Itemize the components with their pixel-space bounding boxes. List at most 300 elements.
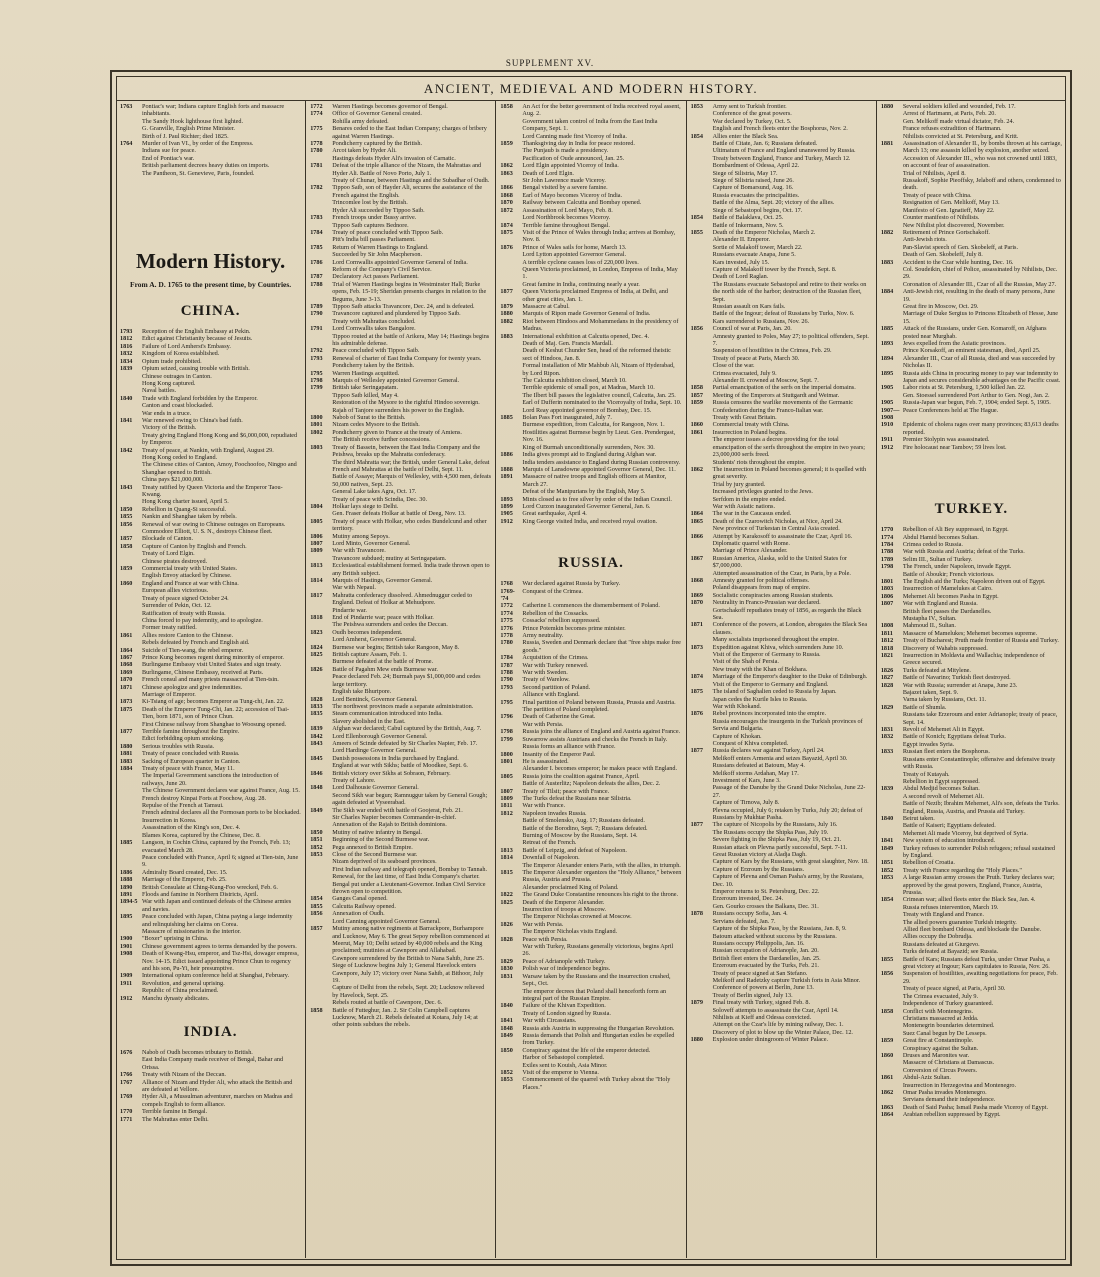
entry-year	[310, 955, 332, 962]
chronology-entry	[881, 630, 1062, 637]
entry-year: 1800	[500, 750, 513, 758]
entry-text: Insurrection in Moldavia and Wallachia; independence of Greece secured.	[902, 652, 1045, 667]
entry-year: 1845	[310, 754, 323, 762]
entry-year: 1772	[310, 103, 323, 110]
entry-text: Lord Cornwallis appointed Governor General of India.	[332, 258, 468, 266]
chronology-entry	[500, 414, 681, 421]
chronology-entry	[500, 496, 681, 503]
entry-text: The Peishwa surrenders and cedes the Deccan.	[332, 621, 448, 629]
entry-text: Turks defeated at Mitylene.	[902, 666, 971, 674]
entry-text: Treaty of Bucharest; Pruth made frontier of Russia and Turkey.	[902, 637, 1059, 645]
chronology-entry	[310, 629, 491, 636]
entry-year	[500, 825, 522, 832]
entry-text: Gen. Fraser defeats Holkar at battle of Deeg, Nov. 13.	[332, 510, 466, 518]
entry-text: Jews expelled from the Asiatic provinces.	[902, 340, 1006, 347]
entry-year	[500, 839, 522, 846]
chronology-entry	[881, 682, 1062, 689]
entry-text: Chinese pirates destroyed.	[142, 557, 208, 565]
entry-year: 1807	[500, 787, 513, 795]
chronology-entry	[691, 392, 872, 399]
entry-year	[881, 778, 903, 785]
entry-year	[691, 177, 713, 184]
chronology-entry	[310, 866, 491, 873]
entry-text: Students' riots throughout the empire.	[712, 458, 806, 466]
entry-year: 1885	[880, 325, 894, 333]
entry-year	[691, 347, 713, 354]
entry-year	[120, 817, 142, 824]
entry-text: War with Japan and continued defeats of the Chinese armies and navies.	[142, 898, 292, 913]
chronology-entry	[120, 550, 301, 557]
chronology-entry	[500, 758, 681, 765]
chronology-entry	[691, 318, 872, 325]
entry-year: 1881	[120, 750, 133, 758]
chronology-entry	[691, 436, 872, 458]
entry-year	[881, 741, 903, 748]
entry-year: 1885	[120, 839, 133, 847]
chronology-entry	[120, 140, 301, 147]
chronology-entry	[881, 911, 1062, 918]
entry-text: Queen Victoria proclaimed, in London, Empress of India, May 1.	[522, 265, 678, 281]
entry-year	[120, 824, 142, 831]
entry-text: Russians take Erzeroum and enter Adrianople; treaty of peace, Sept. 14.	[902, 711, 1058, 726]
entry-text: Arcot taken by Hyder Ali.	[332, 147, 397, 155]
chronology-entry	[881, 785, 1062, 792]
entry-text: Melikoff storms Ardahan, May 17.	[712, 769, 799, 777]
chronology-entry	[120, 103, 301, 118]
entry-year	[691, 844, 713, 851]
chronology-entry	[120, 162, 301, 169]
entry-text: War with Turkey renewed.	[522, 661, 589, 669]
chronology-entry	[310, 207, 491, 214]
chronology-entry	[691, 429, 872, 436]
chronology-entry	[120, 772, 301, 787]
entry-text: Lord Canning made first Viceroy of India.	[522, 132, 627, 140]
entry-text: Tippoo routed at the battle of Arikera, May 14; Hastings begins his admirable defense.	[332, 332, 490, 347]
entry-year: 1881	[880, 140, 894, 148]
entry-text: Battle of Inkermann, Nov. 5.	[712, 221, 784, 229]
chronology-entry	[881, 155, 1062, 170]
entry-text: British fleet passes the Dardanelles.	[902, 607, 992, 615]
chronology-entry	[500, 1032, 681, 1047]
entry-year: 1816	[120, 342, 133, 350]
chronology-entry	[120, 328, 301, 335]
chronology-entry	[881, 340, 1062, 347]
entry-text: Alexander proclaimed King of Poland.	[522, 883, 619, 891]
entry-year: 1828	[310, 695, 323, 703]
chronology-entry	[120, 698, 301, 705]
chronology-entry	[500, 580, 681, 587]
entry-year: 1854	[690, 214, 703, 222]
chronology-entry	[120, 884, 301, 891]
entry-text: Renewal of war owing to Chinese outrages on Europeans.	[142, 520, 286, 528]
chronology-entry	[120, 1079, 301, 1094]
chronology-entry	[691, 399, 872, 414]
entry-year: 1854	[690, 132, 703, 140]
entry-year	[691, 155, 713, 162]
entry-year: 1852	[880, 866, 894, 874]
chronology-entry	[691, 999, 872, 1006]
chronology-entry	[310, 784, 491, 791]
entry-year: 1870	[120, 676, 133, 684]
entry-year	[881, 756, 903, 771]
chronology-entry	[310, 384, 491, 391]
chronology-entry	[120, 839, 301, 854]
entry-text: Steam communication introduced into India.	[332, 710, 443, 718]
chronology-entry	[310, 377, 491, 384]
entry-year	[120, 587, 142, 594]
entry-year: 1787	[310, 273, 323, 281]
chronology-entry	[500, 347, 681, 362]
chronology-entry	[881, 1037, 1062, 1044]
chronology-entry	[691, 1007, 872, 1014]
chronology-entry	[881, 125, 1062, 132]
entry-year	[120, 602, 142, 609]
chronology-entry	[691, 844, 872, 851]
entry-year	[691, 666, 713, 673]
entry-year: 1796	[500, 713, 513, 721]
entry-text: Neutrality in Franco-Prussian war declared.	[712, 599, 821, 607]
entry-text: An Act for the better government of India received royal assent, Aug. 2.	[522, 103, 681, 118]
entry-year: 1775	[500, 617, 513, 625]
entry-year	[500, 943, 522, 958]
chronology-entry	[310, 214, 491, 221]
entry-text: Suspension of hostilities in the Crimea, Feb. 29.	[712, 347, 832, 355]
chronology-entry	[120, 572, 301, 579]
entry-year: 1792	[310, 347, 323, 355]
chronology-entry	[881, 608, 1062, 615]
chronology-entry	[881, 874, 1062, 896]
entry-year	[310, 392, 332, 399]
entry-year: 1803	[310, 443, 323, 451]
entry-text: Revolt of Mehemet Ali in Egypt.	[902, 726, 985, 734]
entry-text: Conversion of Circus Powers.	[902, 1066, 978, 1074]
entry-year: 1843	[310, 739, 323, 747]
entry-year: 1802	[310, 428, 323, 436]
entry-year: 1774	[500, 609, 513, 617]
entry-text: Capture of Bomarsund, Aug. 16.	[712, 184, 794, 192]
entry-text: Massacre at Cabul.	[522, 302, 570, 310]
entry-year	[310, 777, 332, 784]
chronology-entry	[120, 639, 301, 646]
chronology-entry	[691, 459, 872, 466]
entry-year: 1882	[880, 228, 894, 236]
entry-year: 1912	[880, 443, 894, 451]
entry-text: Capture of the Shipka Pass, by the Russians, Jan. 8, 9.	[712, 925, 847, 933]
entry-year	[881, 192, 903, 199]
entry-year: 1868	[500, 191, 513, 199]
entry-year: 1812	[120, 335, 133, 343]
chronology-entry	[691, 696, 872, 703]
entry-year: 1793	[500, 683, 513, 691]
entry-text: The Calcutta exhibition closed, March 10.	[522, 377, 627, 385]
chronology-entry	[881, 793, 1062, 800]
entry-year: 1799	[310, 384, 323, 392]
entry-year	[881, 251, 903, 258]
entry-text: Visit of the Emperor of Germany to Russia.	[712, 651, 821, 659]
chronology-entry	[310, 488, 491, 495]
entry-year: 1849	[310, 806, 323, 814]
entry-text: War with Russia; surrender at Anapa, June 23.	[902, 681, 1018, 689]
entry-text: The partition of Poland completed.	[522, 706, 609, 714]
entry-year: 1839	[880, 785, 894, 793]
entry-year: 1767	[120, 1078, 133, 1086]
entry-year	[500, 832, 522, 839]
entry-text: Conference of powers at Berlin, June 13.	[712, 984, 814, 992]
entry-year: 1860	[880, 1051, 894, 1059]
chronology-entry	[691, 925, 872, 932]
chronology-entry	[691, 658, 872, 665]
entry-text: Death of the Czarowitch Nicholas, at Nice, April 24.	[712, 517, 843, 525]
entry-text: Calcutta Railway opened.	[332, 902, 396, 910]
chronology-entry	[881, 259, 1062, 266]
chronology-entry	[120, 669, 301, 676]
chronology-entry	[691, 236, 872, 243]
chronology-entry	[310, 392, 491, 399]
entry-year	[500, 377, 522, 384]
chronology-entry	[691, 1021, 872, 1028]
chronology-entry	[691, 799, 872, 806]
chronology-entry	[310, 658, 491, 665]
entry-year	[881, 303, 903, 310]
chronology-entry	[881, 1022, 1062, 1029]
entry-text: French admiral declares all the Formosan ports to be blockaded.	[142, 809, 301, 817]
chronology-entry	[500, 736, 681, 743]
chronology-entry	[120, 118, 301, 125]
chronology-entry	[881, 1008, 1062, 1015]
chronology-entry	[881, 1052, 1062, 1059]
entry-year	[691, 696, 713, 703]
chronology-entry	[310, 303, 491, 310]
entry-year	[120, 162, 142, 169]
entry-year: 1839	[310, 725, 323, 733]
chronology-entry	[500, 333, 681, 340]
entry-text: Death of the Emperor Alexander.	[522, 898, 605, 906]
chronology-entry	[310, 955, 491, 962]
entry-year: 1791	[310, 325, 323, 333]
chronology-entry	[120, 706, 301, 721]
entry-year: 1814	[310, 577, 323, 584]
entry-text: Treaty of peace with Scindia, Dec. 30.	[332, 495, 427, 503]
entry-year	[691, 481, 713, 488]
entry-year: 1803	[880, 585, 894, 593]
chronology-entry	[691, 947, 872, 954]
entry-year: 1842	[310, 732, 323, 740]
entry-year	[691, 244, 713, 251]
entry-text: Bombardment of Odessa, April 22.	[712, 162, 800, 170]
chronology-entry	[691, 147, 872, 154]
entry-year	[500, 988, 522, 1003]
entry-text: Bengal visited by a severe famine.	[522, 184, 608, 192]
chronology-entry	[691, 266, 872, 273]
entry-text: France refuses extradition of Hartmann.	[902, 125, 1002, 133]
chronology-entry	[691, 570, 872, 577]
entry-text: Sortie of Malakoff tower, March 22.	[712, 243, 803, 251]
chronology-entry	[310, 962, 491, 984]
chronology-entry	[500, 625, 681, 632]
entry-text: Peace concluded with Tippoo Saib.	[332, 347, 420, 355]
entry-text: Russia refuses intervention, March 19.	[902, 903, 999, 911]
entry-text: Annexation of the Rajah to British dominions.	[332, 821, 447, 829]
entry-year	[310, 407, 332, 414]
entry-year	[691, 903, 713, 910]
page-title: ANCIENT, MEDIEVAL AND MODERN HISTORY.	[116, 78, 1066, 101]
entry-year	[691, 192, 713, 199]
entry-text: Sir Charles Napier becomes Commander-in-chief.	[332, 814, 457, 821]
chronology-entry	[120, 498, 301, 505]
chronology-entry	[120, 743, 301, 750]
entry-year	[310, 496, 332, 503]
entry-year	[691, 955, 713, 962]
entry-text: G. Granville, English Prime Minister.	[142, 125, 235, 133]
chronology-entry	[500, 288, 681, 303]
entry-text: Treaty of peace signed, at Paris, April 30.	[902, 985, 1006, 993]
entry-year	[120, 454, 142, 461]
chronology-entry	[500, 222, 681, 229]
entry-year	[120, 558, 142, 565]
entry-text: Mints closed as to free silver by order of the Indian Council.	[522, 495, 672, 503]
entry-text: Massacre of missionaries in the interior.	[142, 927, 241, 935]
entry-year	[310, 177, 332, 184]
chronology-entry	[310, 147, 491, 154]
modern-history-subtitle: From A. D. 1765 to the present time, by Countries.	[130, 280, 292, 290]
entry-year: 1866	[690, 532, 703, 540]
entry-text: India tenders assistance to England during Russian controversy.	[522, 458, 681, 466]
entry-text: Battle of Shumla.	[902, 703, 947, 711]
chronology-entry	[691, 740, 872, 747]
entry-text: Treaty of peace with France, May 11.	[142, 765, 235, 773]
entry-text: Battle of the Ingour; defeat of Russians by Turks, Nov. 6.	[712, 310, 855, 318]
entry-text: Nihilists at Kieff and Odessa convicted.	[712, 1013, 812, 1021]
entry-text: Failure of the Khivan Expedition.	[522, 1002, 606, 1010]
entry-text: Treaty with Nizam of the Deccan.	[142, 1071, 226, 1079]
chronology-entry	[120, 765, 301, 772]
entry-text: Russian fleet enters the Bosphorus.	[902, 748, 990, 756]
entry-text: Hong Kong captured.	[142, 379, 196, 387]
chronology-entry	[691, 873, 872, 888]
entry-year: 1853	[880, 874, 894, 882]
entry-year	[310, 155, 332, 162]
entry-year	[500, 862, 522, 869]
entry-text: Napoleon invades Russia.	[522, 809, 587, 817]
chronology-entry	[881, 110, 1062, 117]
entry-year	[500, 780, 522, 787]
entry-text: Peace of Adrianople with Turkey.	[522, 957, 606, 965]
entry-year	[120, 387, 142, 394]
entry-year	[691, 607, 713, 622]
entry-text: Lord Hardinge Governor General.	[332, 747, 417, 755]
chronology-entry	[120, 824, 301, 831]
turkey-list	[881, 526, 1062, 1119]
entry-text: Battle of Navarino; Turkish fleet destroyed.	[902, 674, 1011, 682]
chronology-entry	[500, 617, 681, 624]
chronology-entry	[310, 259, 491, 266]
entry-text: Serfdom in the empire ended.	[712, 495, 786, 503]
entry-text: Reception of the English Embassy at Pekin.	[142, 328, 251, 336]
entry-text: Insanity of the Emperor Paul.	[522, 750, 596, 758]
chronology-entry	[881, 325, 1062, 340]
entry-text: War with Turkey, Russians generally victorious, begins April 26.	[522, 943, 674, 958]
chronology-entry	[310, 362, 491, 369]
chronology-entry	[310, 562, 491, 577]
entry-year	[120, 787, 142, 794]
chronology-entry	[691, 1036, 872, 1043]
entry-text: Treaty of peace with Holkar, who cedes Bundelcund and other territory.	[332, 517, 487, 533]
chronology-entry	[881, 1096, 1062, 1103]
entry-year: 1855	[120, 513, 133, 521]
chronology-entry	[500, 728, 681, 735]
entry-year	[500, 347, 522, 362]
chronology-entry	[691, 362, 872, 369]
chronology-entry	[881, 556, 1062, 563]
entry-text: War with Sweden.	[522, 669, 568, 677]
entry-year	[310, 399, 332, 406]
entry-text: Resignation of Gen. Melikoff, May 13.	[902, 199, 1000, 207]
entry-text: Hostilities against Burmese begin by Lieut. Gen. Prendergast, Nov. 16.	[522, 428, 676, 444]
chronology-entry	[691, 955, 872, 962]
chronology-entry	[691, 103, 872, 110]
entry-text: Serious troubles with Russia.	[142, 742, 215, 750]
chronology-entry	[500, 399, 681, 406]
chronology-entry	[120, 1049, 301, 1056]
chronology-entry	[500, 466, 681, 473]
entry-text: Death of Said Pasha; Ismail Pasha made Viceroy of Egypt.	[902, 1103, 1049, 1111]
entry-year: 1891	[500, 473, 513, 481]
chronology-entry	[310, 333, 491, 348]
entry-text: Nankin and Shanghae taken by rebels.	[142, 513, 237, 521]
entry-year	[881, 207, 903, 214]
entry-year	[500, 392, 522, 399]
entry-text: Russians evacuate Anapa, June 5.	[712, 251, 796, 259]
chronology-entry	[691, 207, 872, 214]
entry-text: Crimean war; allied fleets enter the Black Sea, Jan. 4.	[902, 896, 1036, 904]
chronology-entry	[310, 807, 491, 814]
entry-year	[691, 251, 713, 258]
entry-year: 1808	[880, 622, 894, 630]
chronology-entry	[881, 726, 1062, 733]
entry-text: Lord Amherst, Governor General.	[332, 636, 417, 644]
chronology-entry	[881, 548, 1062, 555]
entry-year	[120, 809, 142, 816]
entry-text: Melikoff and Radetzky capture Turkish forts in Asia Minor.	[712, 976, 861, 984]
chronology-entry	[120, 854, 301, 869]
chronology-entry	[881, 563, 1062, 570]
entry-year	[310, 962, 332, 984]
entry-year	[881, 125, 903, 132]
chronology-entry	[310, 673, 491, 688]
entry-text: Pegu annexed to British Empire.	[332, 843, 413, 851]
entry-year	[500, 884, 522, 891]
entry-text: Sacking of European quarter in Canton.	[142, 757, 241, 765]
entry-text: Mahratta confederacy dissolved. Ahmednuggur ceded to England. Defeat of Holkar at Mehudpore.	[332, 591, 473, 607]
chronology-entry	[691, 599, 872, 606]
chronology-entry	[691, 177, 872, 184]
entry-year	[120, 795, 142, 802]
chronology-entry	[691, 496, 872, 503]
chronology-entry	[881, 222, 1062, 229]
entry-year: 1870	[500, 199, 513, 207]
chronology-entry	[120, 972, 301, 979]
chronology-entry	[691, 895, 872, 902]
chronology-entry	[500, 140, 681, 147]
chronology-entry	[120, 417, 301, 424]
chronology-entry	[881, 622, 1062, 629]
entry-text: British Consulate at Ching-Kung-Foo wrecked, Feb. 6.	[142, 883, 278, 891]
entry-text: New province of Turkestan in Central Asia created.	[712, 525, 840, 533]
chronology-entry	[881, 748, 1062, 755]
entry-text: Return of Warren Hastings to England.	[332, 243, 429, 251]
chronology-entry	[881, 956, 1062, 971]
entry-text: Severe fighting in the Shipka Pass, July 19, Oct. 21.	[712, 836, 842, 844]
